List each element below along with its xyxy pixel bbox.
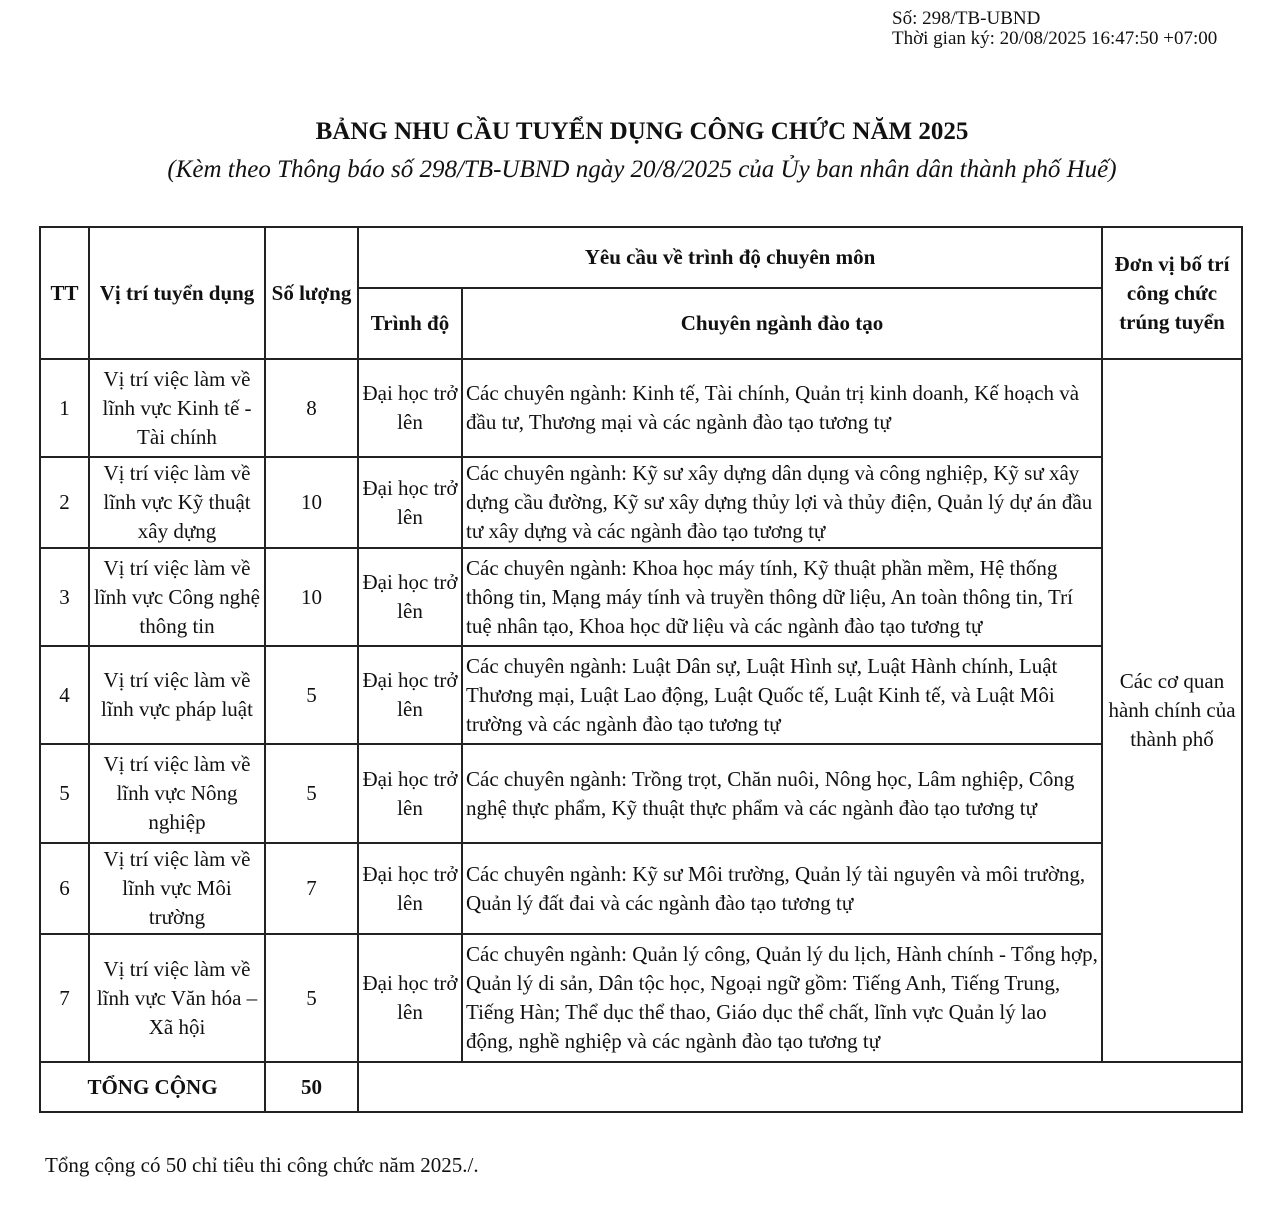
cell-chuyen-nganh: Các chuyên ngành: Kỹ sư xây dựng dân dụng và công nghiệp, Kỹ sư xây dựng cầu đường, Kỹ sư xây dựng thủy lợi và thủy điện, Quản lý dự án đầu tư xây dựng và các ngành đào tạo tương tự [462,457,1102,548]
table-row [40,843,1242,934]
signing-time: Thời gian ký: 20/08/2025 16:47:50 +07:00 [892,28,1218,49]
document-subtitle: (Kèm theo Thông báo số 298/TB-UBND ngày 20/8/2025 của Ủy ban nhân dân thành phố Huế) [167,156,1117,183]
cell-chuyen-nganh: Các chuyên ngành: Luật Dân sự, Luật Hình sự, Luật Hành chính, Luật Thương mại, Luật Lao động, Luật Quốc tế, Luật Kinh tế, và Luật Môi trường và các ngành đào tạo tương tự [462,646,1102,744]
header-yeu-cau: Yêu cầu về trình độ chuyên môn [358,227,1102,288]
cell-trinh-do: Đại học trở lên [358,934,462,1062]
cell-vi-tri: Vị trí việc làm về lĩnh vực Nông nghiệp [89,744,265,843]
total-value: 50 [265,1062,358,1112]
total-row [40,1062,1242,1112]
cell-tt: 2 [40,457,89,548]
table-row [40,457,1242,548]
cell-chuyen-nganh: Các chuyên ngành: Quản lý công, Quản lý du lịch, Hành chính - Tổng hợp, Quản lý di sản, Dân tộc học, Ngoại ngữ gồm: Tiếng Anh, Tiếng Trung, Tiếng Hàn; Thể dục thể thao, Giáo dục thể chất, lĩnh vực Quản lý lao động, nghề nghiệp và các ngành đào tạo tương tự [462,934,1102,1062]
cell-vi-tri: Vị trí việc làm về lĩnh vực Môi trường [89,843,265,934]
signature-info [892,9,1217,49]
cell-so-luong: 10 [265,457,358,548]
cell-chuyen-nganh [462,548,1102,646]
cell-tt: 6 [40,843,89,934]
footer-note: Tổng cộng có 50 chỉ tiêu thi công chức năm 2025./. [45,1153,479,1177]
cell-trinh-do: Đại học trở lên [358,744,462,843]
cell-so-luong: 5 [265,744,358,843]
header-so-luong: Số lượng [265,227,358,359]
cell-so-luong: 7 [265,843,358,934]
cell-tt: 3 [40,548,89,646]
cell-trinh-do: Đại học trở lên [358,843,462,934]
cell-so-luong: 5 [265,934,358,1062]
cell-tt: 4 [40,646,89,744]
cell-so-luong: 10 [265,548,358,646]
cell-so-luong: 5 [265,646,358,744]
recruitment-table [39,226,1243,1113]
cell-tt: 7 [40,934,89,1062]
header-don-vi: Đơn vị bố trí công chức trúng tuyển [1102,227,1242,359]
table-row [40,359,1242,457]
cell-so-luong: 8 [265,359,358,457]
cell-vi-tri: Vị trí việc làm về lĩnh vực pháp luật [89,646,265,744]
cell-vi-tri: Vị trí việc làm về lĩnh vực Công nghệ thông tin [89,548,265,646]
table-row [40,744,1242,843]
cell-trinh-do: Đại học trở lên [358,548,462,646]
document-number: Số: 298/TB-UBND [892,8,1041,29]
cell-don-vi: Các cơ quan hành chính của thành phố [1102,359,1242,1062]
cell-vi-tri: Vị trí việc làm về lĩnh vực Kinh tế - Tài chính [89,359,265,457]
header-tt: TT [40,227,89,359]
document-title: BẢNG NHU CẦU TUYỂN DỤNG CÔNG CHỨC NĂM 2025 [315,118,969,145]
cell-chuyen-nganh: Các chuyên ngành: Kinh tế, Tài chính, Quản trị kinh doanh, Kế hoạch và đầu tư, Thương mại và các ngành đào tạo tương tự [462,359,1102,457]
table-row [40,646,1242,744]
cell-vi-tri: Vị trí việc làm về lĩnh vực Văn hóa – Xã hội [89,934,265,1062]
header-vi-tri: Vị trí tuyển dụng [89,227,265,359]
total-label: TỔNG CỘNG [40,1062,265,1112]
cell-chuyen-nganh: Các chuyên ngành: Trồng trọt, Chăn nuôi, Nông học, Lâm nghiệp, Công nghệ thực phẩm, Kỹ thuật thực phẩm và các ngành đào tạo tương tự [462,744,1102,843]
table-row [40,934,1242,1062]
cell-tt: 5 [40,744,89,843]
header-chuyen-nganh: Chuyên ngành đào tạo [462,288,1102,359]
cell-trinh-do: Đại học trở lên [358,457,462,548]
cell-trinh-do: Đại học trở lên [358,646,462,744]
cell-tt: 1 [40,359,89,457]
total-empty-cell [358,1062,1242,1112]
header-trinh-do: Trình độ [358,288,462,359]
cell-trinh-do: Đại học trở lên [358,359,462,457]
cell-chuyen-nganh: Các chuyên ngành: Kỹ sư Môi trường, Quản lý tài nguyên và môi trường, Quản lý đất đai và các ngành đào tạo tương tự [462,843,1102,934]
cell-vi-tri: Vị trí việc làm về lĩnh vực Kỹ thuật xây dựng [89,457,265,548]
cell-chuyen-nganh-text: Các chuyên ngành: Khoa học máy tính, Kỹ thuật phần mềm, Hệ thống thông tin, Mạng máy tính và truyền thông dữ liệu, An toàn thông tin, Trí tuệ nhân tạo, Khoa học dữ liệu và các ngành đào tạo tương tự [466,555,1073,638]
table-row [40,548,1242,646]
